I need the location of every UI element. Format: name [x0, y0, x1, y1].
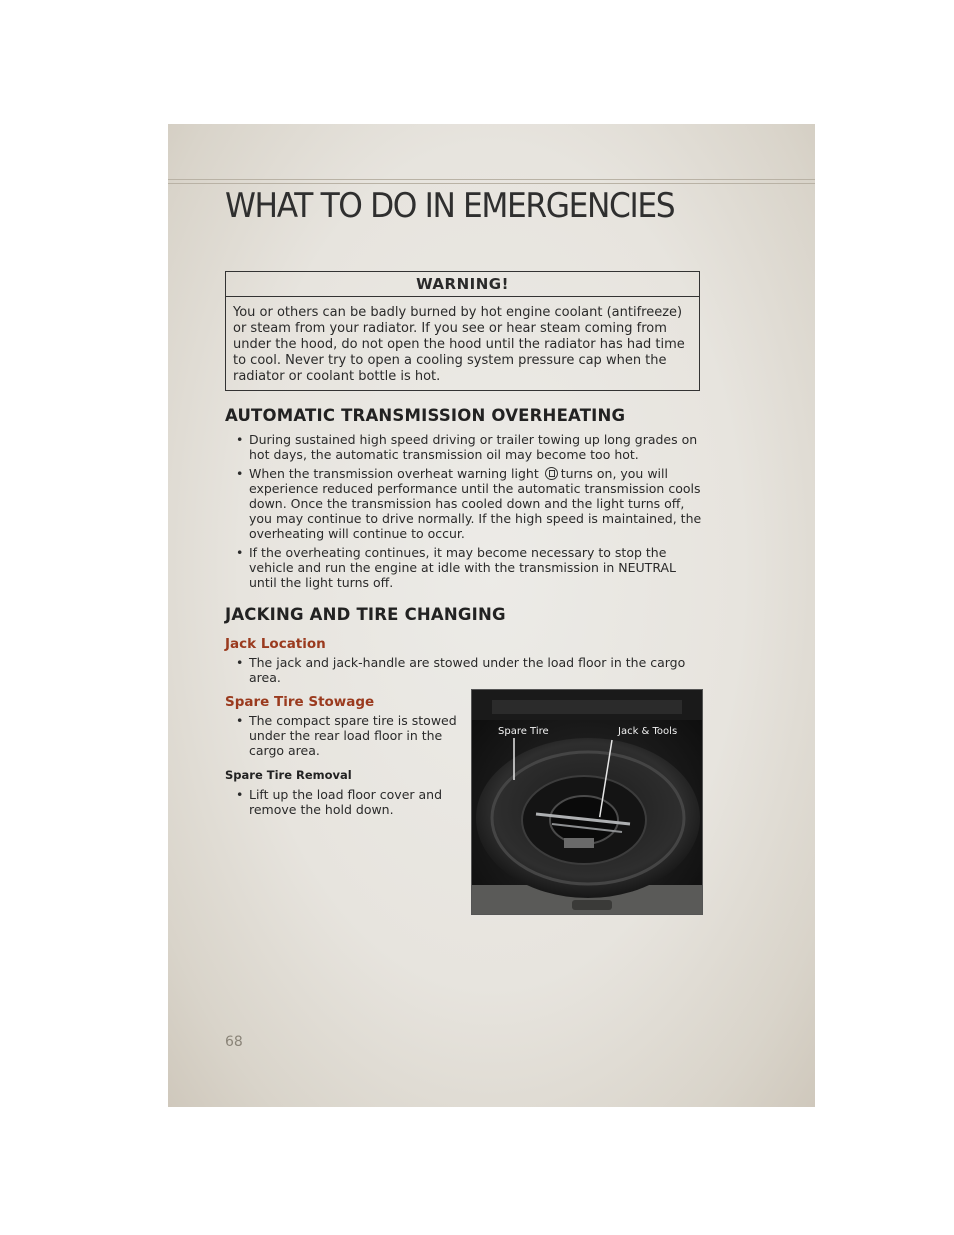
subheading-spare-tire-stowage: Spare Tire Stowage [225, 694, 375, 710]
bullet-text: The compact spare tire is stowed under the rear load floor in the cargo area. [249, 713, 457, 758]
warning-text: You or others can be badly burned by hot engine coolant (antifreeze) or steam from your radiator. If you see or hear steam coming from under the hood, do not open the hood until the radiator has had time to cool. Never try to open a cooling system pressure cap when the radiator or coolant bottle is hot. [233, 305, 685, 384]
spare-tire-illustration [472, 690, 703, 915]
photo-label-spare-tire: Spare Tire [498, 726, 549, 737]
transmission-bullets [225, 432, 703, 594]
list-item [225, 655, 703, 685]
bullet-text: If the overheating continues, it may become necessary to stop the vehicle and run the engine at idle with the transmission in NEUTRAL until the light turns off. [249, 545, 677, 590]
spare-removal-bullets [225, 787, 463, 821]
spare-tire-photo [471, 689, 703, 915]
list-item [225, 466, 703, 541]
page-number: 68 [225, 1034, 243, 1050]
subheading-jack-location: Jack Location [225, 636, 326, 652]
bullet-text: The jack and jack-handle are stowed under the load floor in the cargo area. [249, 655, 686, 685]
bullet-text: turns on, you will experience reduced performance until the automatic transmission cools down. Once the transmission has cooled down and the light turns off, you may continue to drive normally. If the high speed is maintained, the overheating will continue to occur. [249, 466, 702, 541]
section-heading-jacking: JACKING AND TIRE CHANGING [225, 605, 506, 624]
page-title: WHAT TO DO IN EMERGENCIES [225, 186, 675, 226]
bullet-text: During sustained high speed driving or trailer towing up long grades on hot days, the automatic transmission oil may become too hot. [249, 432, 698, 462]
list-item [225, 432, 703, 462]
manual-page [168, 124, 815, 1107]
list-item [225, 713, 463, 758]
list-item [225, 545, 703, 590]
header-rule-bottom [168, 183, 815, 184]
list-item [225, 787, 463, 817]
spare-stowage-bullets [225, 713, 463, 762]
warning-heading: WARNING! [226, 272, 699, 297]
bullet-text: Lift up the load floor cover and remove the hold down. [249, 787, 443, 817]
transmission-temperature-warning-icon [545, 467, 558, 480]
header-rule-top [168, 179, 815, 180]
jack-location-bullets [225, 655, 703, 689]
section-heading-transmission: AUTOMATIC TRANSMISSION OVERHEATING [225, 406, 626, 425]
bullet-text: When the transmission overheat warning light [249, 466, 539, 481]
warning-box [225, 271, 700, 391]
photo-label-jack-tools: Jack & Tools [618, 726, 678, 737]
subheading-spare-tire-removal: Spare Tire Removal [225, 768, 352, 782]
